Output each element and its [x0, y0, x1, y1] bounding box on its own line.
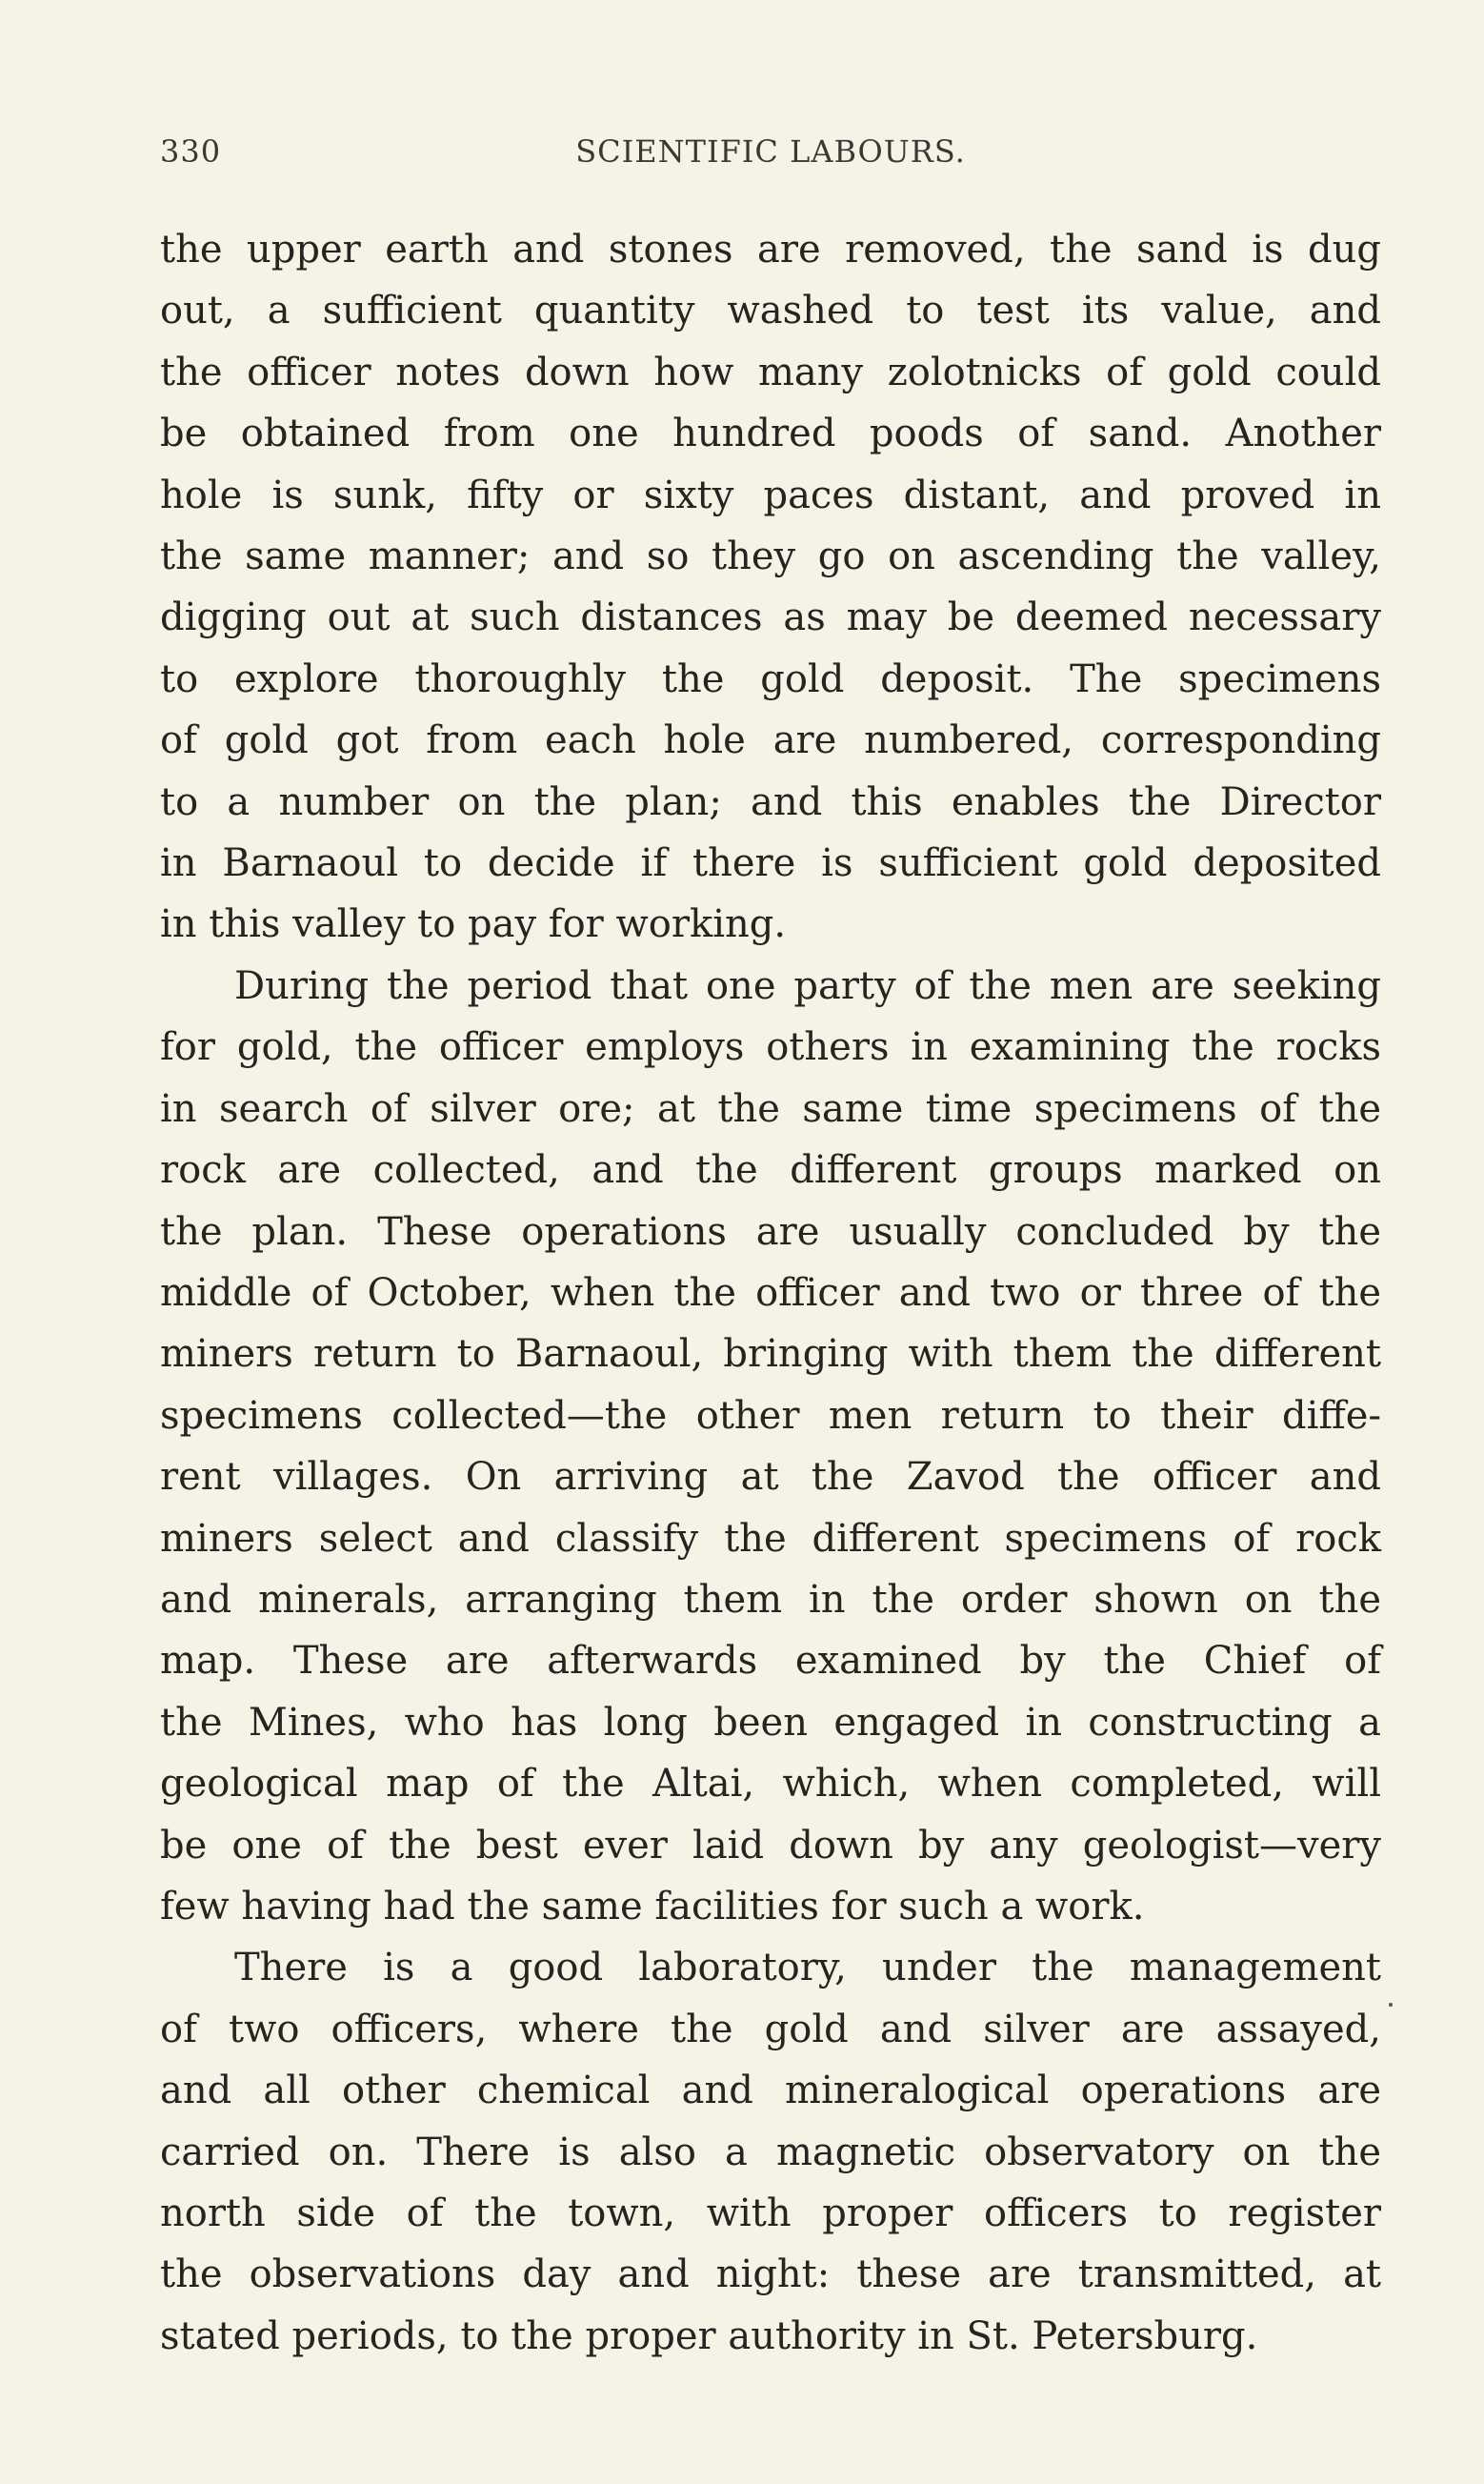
ink-speck — [1389, 2003, 1393, 2007]
text-line: hole is sunk, fifty or sixty paces distant, and proved in — [160, 473, 1381, 517]
text-line: miners select and classify the different specimens of rock — [160, 1516, 1381, 1561]
text-line: and all other chemical and mineralogical operations are — [160, 2069, 1381, 2113]
text-line: digging out at such distances as may be deemed necessary — [160, 596, 1381, 640]
page-number: 330 — [160, 133, 222, 170]
text-line: the Mines, who has long been engaged in constructing a — [160, 1700, 1381, 1745]
text-line: miners return to Barnaoul, bringing with them the different — [160, 1332, 1381, 1377]
text-line: to explore thoroughly the gold deposit. The specimens — [160, 656, 1381, 701]
text-line: the observations day and night: these are transmitted, at — [160, 2252, 1381, 2297]
text-line: map. These are afterwards examined by the Chief of — [160, 1639, 1381, 1684]
text-line: of two officers, where the gold and silver are assayed, — [160, 2007, 1381, 2051]
text-line: of gold got from each hole are numbered, corresponding — [160, 718, 1381, 763]
page-header — [160, 133, 1381, 181]
body-text — [160, 219, 1381, 2367]
paragraph-end-line: in this valley to pay for working. — [160, 902, 787, 947]
text-line: rock are collected, and the different groups marked on — [160, 1148, 1381, 1193]
text-line: in search of silver ore; at the same time specimens of the — [160, 1086, 1381, 1131]
text-line: be one of the best ever laid down by any geologist—very — [160, 1823, 1381, 1868]
text-line: rent villages. On arriving at the Zavod the officer and — [160, 1455, 1381, 1500]
paragraph-end-line: few having had the same facilities for such a work. — [160, 1884, 1145, 1929]
paragraph-end-line: stated periods, to the proper authority in St. Petersburg. — [160, 2313, 1258, 2358]
text-line: the plan. These operations are usually concluded by the — [160, 1209, 1381, 1254]
text-line: and minerals, arranging them in the order shown on the — [160, 1577, 1381, 1622]
running-title: SCIENTIFIC LABOURS. — [575, 133, 966, 170]
text-line: specimens collected—the other men return to their diffe- — [160, 1393, 1381, 1438]
text-line: the same manner; and so they go on ascending the valley, — [160, 535, 1381, 579]
text-line: be obtained from one hundred poods of sand. Another — [160, 412, 1381, 456]
paragraph-start-line: During the period that one party of the men are seeking — [234, 963, 1381, 1008]
text-line: the upper earth and stones are removed, the sand is dug — [160, 228, 1381, 272]
text-line: out, a sufficient quantity washed to test its value, and — [160, 289, 1381, 333]
paragraph-start-line: There is a good laboratory, under the management — [234, 1946, 1381, 1990]
text-line: for gold, the officer employs others in examining the rocks — [160, 1025, 1381, 1070]
text-line: in Barnaoul to decide if there is sufficient gold deposited — [160, 841, 1381, 886]
text-line: the officer notes down how many zolotnicks of gold could — [160, 350, 1381, 394]
text-line: carried on. There is also a magnetic observatory on the — [160, 2130, 1381, 2174]
text-line: middle of October, when the officer and two or three of the — [160, 1270, 1381, 1315]
text-line: north side of the town, with proper officers to register — [160, 2191, 1381, 2235]
text-line: to a number on the plan; and this enables the Director — [160, 779, 1381, 824]
text-line: geological map of the Altai, which, when completed, will — [160, 1762, 1381, 1807]
